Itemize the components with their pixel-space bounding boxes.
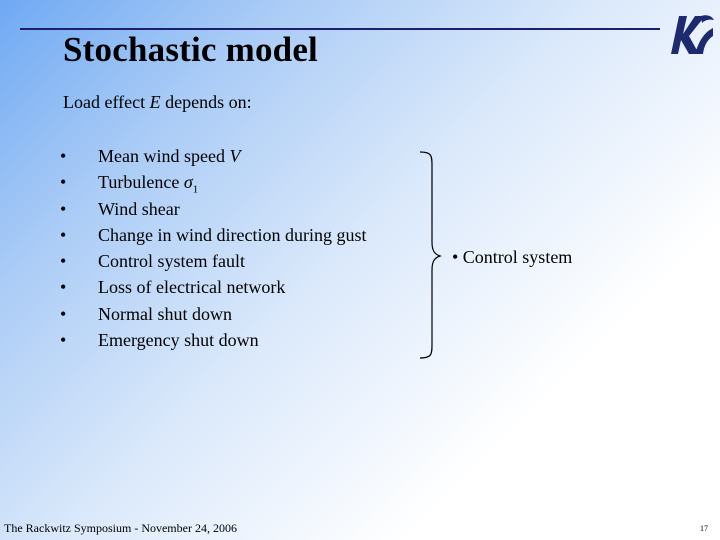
intro-text <box>63 92 252 113</box>
list-item <box>60 196 366 222</box>
control-system-label: • Control system <box>452 247 573 267</box>
factor-list <box>60 143 366 353</box>
page-number: 17 <box>700 524 708 533</box>
list-item <box>60 274 366 300</box>
list-item <box>60 301 366 327</box>
item-label: Loss of electrical network <box>98 277 286 298</box>
bullet: • <box>60 198 67 219</box>
bullet: • <box>60 172 67 193</box>
item-label: Wind shear <box>98 198 180 219</box>
item-label: Mean wind speed V <box>98 146 241 166</box>
right-brace-icon <box>412 150 442 360</box>
intro-suffix: depends on: <box>160 92 252 112</box>
bullet: • <box>60 277 67 298</box>
list-item <box>60 143 366 169</box>
item-label: Control system fault <box>98 251 245 272</box>
item-label: Emergency shut down <box>98 330 259 351</box>
footer-text: The Rackwitz Symposium - November 24, 2006 <box>4 521 237 535</box>
bullet: • <box>60 224 67 245</box>
bullet: • <box>60 146 67 166</box>
page-title: Stochastic model <box>63 30 318 69</box>
list-item <box>60 169 366 195</box>
list-item <box>60 327 366 353</box>
bullet: • <box>60 330 67 351</box>
item-label: Normal shut down <box>98 303 232 324</box>
university-logo-icon <box>665 10 715 56</box>
list-item <box>60 248 366 274</box>
item-label: Turbulence $\sigma_1$ <box>98 172 199 196</box>
intro-prefix: Load effect <box>63 92 150 112</box>
item-label: Change in wind direction during gust <box>98 224 367 245</box>
bullet: • <box>60 303 67 324</box>
list-item <box>60 222 366 248</box>
load-effect-symbol: E <box>149 92 161 112</box>
bullet: • <box>60 251 67 272</box>
